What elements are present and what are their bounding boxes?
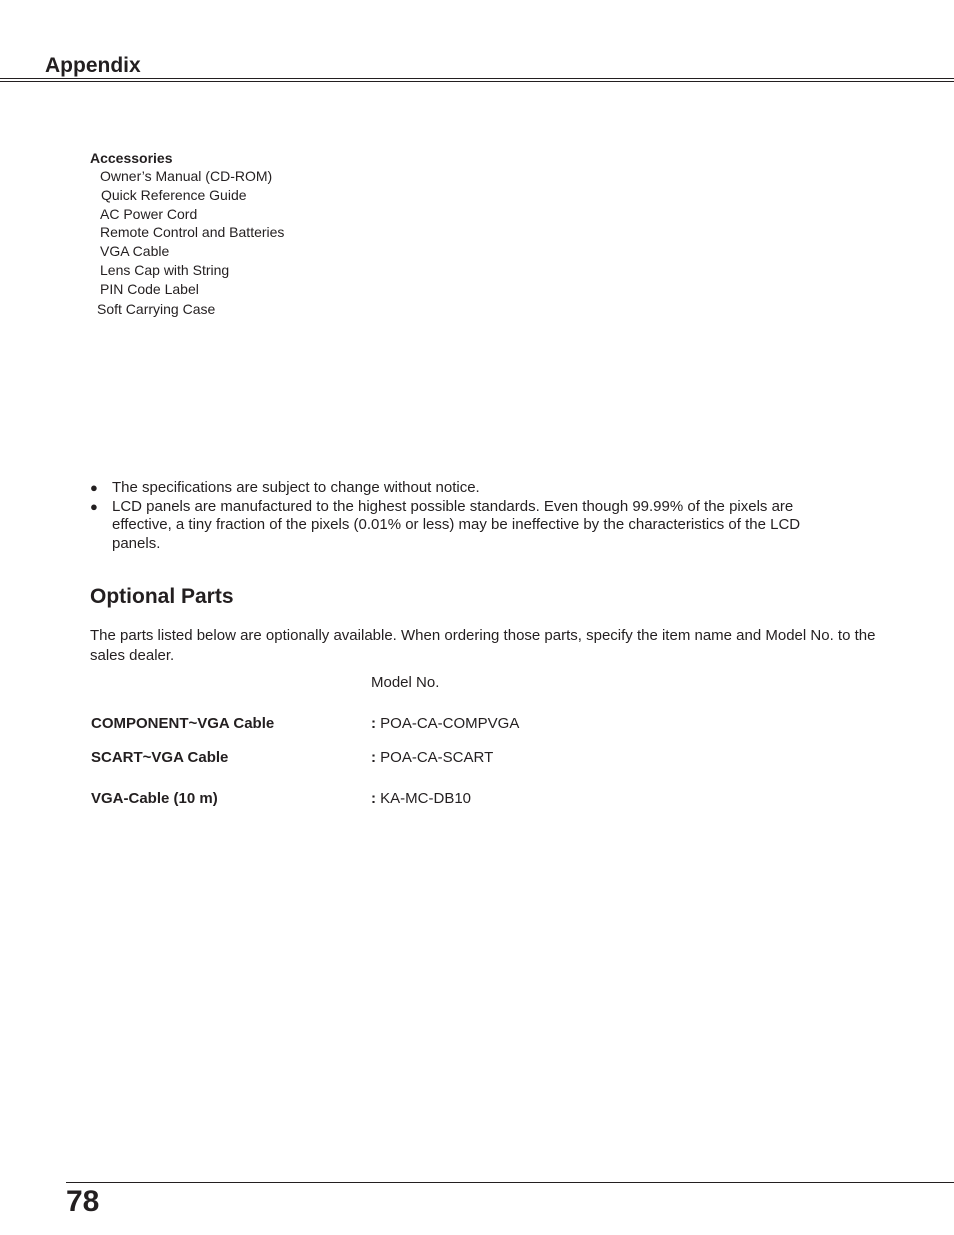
part-name: COMPONENT~VGA Cable bbox=[91, 715, 275, 732]
optional-parts-title: Optional Parts bbox=[90, 585, 234, 608]
accessory-item: Lens Cap with String bbox=[100, 262, 230, 278]
colon-separator: : bbox=[371, 715, 376, 732]
model-number-header: Model No. bbox=[371, 674, 440, 691]
note-item bbox=[90, 479, 850, 498]
header-rule-top bbox=[0, 78, 954, 79]
accessories-heading: Accessories bbox=[90, 150, 173, 166]
part-name: SCART~VGA Cable bbox=[91, 749, 229, 766]
page-number: 78 bbox=[66, 1185, 100, 1218]
bullet-icon: ● bbox=[90, 480, 98, 495]
bullet-icon: ● bbox=[90, 498, 98, 514]
colon-separator: : bbox=[371, 749, 376, 766]
accessory-item: PIN Code Label bbox=[100, 281, 199, 297]
accessory-item: Remote Control and Batteries bbox=[100, 224, 285, 240]
optional-parts-intro: The parts listed below are optionally available. When ordering those parts, specify the item name and Model No. to the sales dealer. bbox=[90, 627, 876, 664]
accessory-item: Owner’s Manual (CD-ROM) bbox=[100, 168, 273, 184]
notes-list bbox=[90, 479, 850, 554]
footer-rule bbox=[66, 1182, 954, 1183]
part-name: VGA-Cable (10 m) bbox=[91, 790, 218, 807]
section-header-title: Appendix bbox=[45, 54, 141, 77]
part-model-number: POA-CA-SCART bbox=[380, 749, 494, 766]
colon-separator: : bbox=[371, 790, 376, 807]
accessory-item: Soft Carrying Case bbox=[97, 301, 216, 317]
part-model bbox=[371, 790, 471, 808]
note-item bbox=[90, 498, 850, 554]
part-model-number: KA-MC-DB10 bbox=[380, 790, 472, 807]
part-model bbox=[371, 715, 519, 733]
note-text: LCD panels are manufactured to the highest possible standards. Even though 99.99% of the pixels are effective, a tiny fraction of the pixels (0.01% or less) may be ineffective by the characteristics of the LCD panels. bbox=[112, 497, 801, 553]
header-rule-bottom bbox=[0, 81, 954, 82]
part-model-number: POA-CA-COMPVGA bbox=[380, 715, 520, 732]
part-model bbox=[371, 749, 493, 767]
accessory-item: AC Power Cord bbox=[100, 206, 198, 222]
accessory-item: VGA Cable bbox=[100, 243, 170, 259]
accessory-item: Quick Reference Guide bbox=[101, 187, 247, 203]
note-text: The specifications are subject to change without notice. bbox=[112, 479, 480, 496]
